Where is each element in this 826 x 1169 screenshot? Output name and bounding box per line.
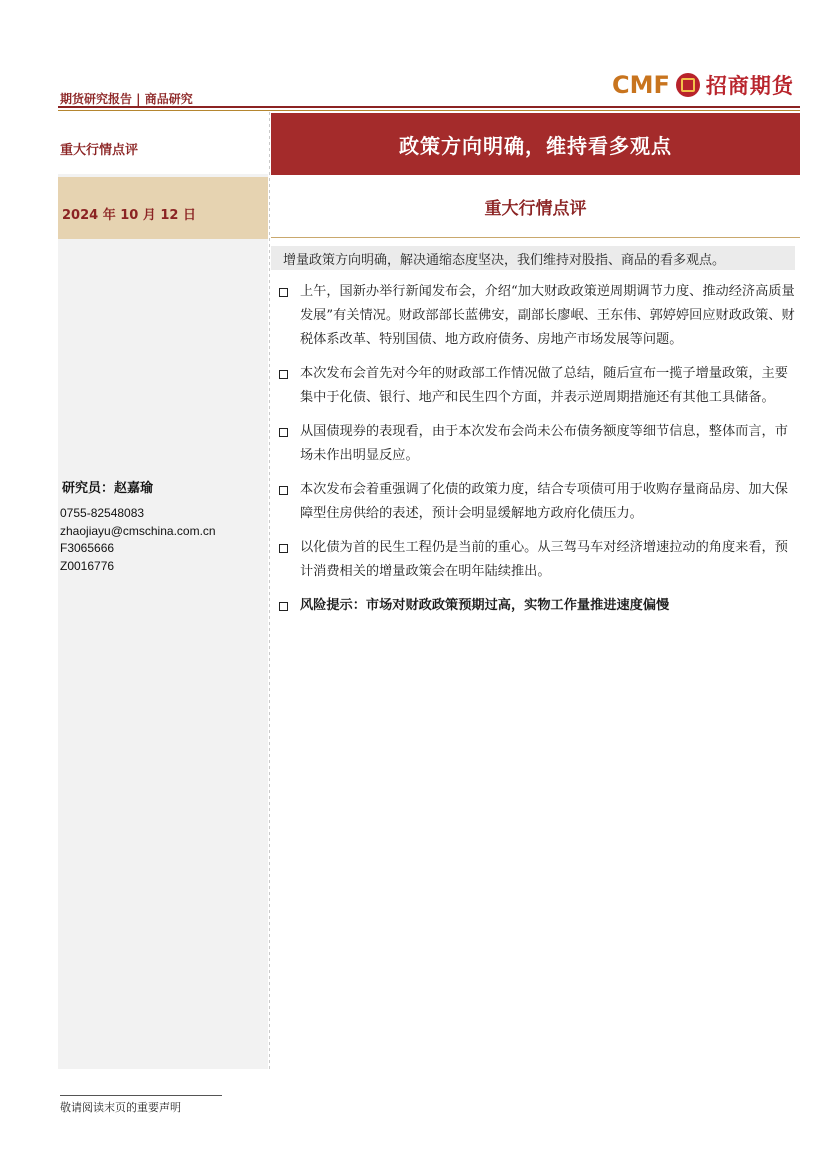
checkbox-bullet-icon [279, 486, 288, 495]
column-divider [269, 112, 270, 1069]
contact-license-z: Z0016776 [60, 558, 115, 573]
checkbox-bullet-icon [279, 602, 288, 611]
header-rule [58, 106, 800, 108]
contact-phone: 0755-82548083 [60, 506, 145, 520]
summary-text: 增量政策方向明确，解决通缩态度坚决，我们维持对股指、商品的看多观点。 [283, 252, 726, 268]
company-logo [612, 70, 794, 100]
bullet-text: 从国债现券的表现看，由于本次发布会尚未公布债务额度等细节信息，整体而言，市场未作出明显反应。 [300, 424, 788, 463]
bullet-text: 以化债为首的民生工程仍是当前的重心。从三驾马车对经济增速拉动的角度来看，预计消费相关的增量政策会在明年陆续推出。 [300, 540, 788, 579]
checkbox-bullet-icon [279, 428, 288, 437]
report-category: 期货研究报告 | 商品研究 [60, 92, 193, 106]
list-item [276, 362, 796, 410]
risk-warning [276, 594, 796, 618]
researcher-contacts [60, 505, 216, 575]
researcher-name: 研究员：赵嘉瑜 [62, 481, 154, 496]
bullet-text: 本次发布会着重强调了化债的政策力度，结合专项债可用于收购存量商品房、加大保障型住房供给的表述，预计会明显缓解地方政府化债压力。 [300, 482, 788, 521]
title-banner [271, 113, 800, 175]
list-item [276, 420, 796, 468]
contact-email[interactable]: zhaojiayu@cmschina.com.cn [60, 523, 216, 538]
sidebar-background [58, 174, 268, 1069]
footer-disclaimer: 敬请阅读末页的重要声明 [60, 1101, 181, 1114]
logo-latin: CMF [612, 71, 670, 99]
bullet-text: 上午，国新办举行新闻发布会，介绍“加大财政政策逆周期调节力度、推动经济高质量发展”有关情况。财政部部长蓝佛安，副部长廖岷、王东伟、郭婷婷回应财政政策、财税体系改革、特别国债、地方政府债务、房地产市场发展等问题。 [300, 284, 795, 347]
list-item [276, 280, 796, 352]
bullet-text: 本次发布会首先对今年的财政部工作情况做了总结，随后宣布一揽子增量政策，主要集中于化债、银行、地产和民生四个方面，并表示逆周期措施还有其他工具储备。 [300, 366, 788, 405]
contact-license-f: F3065666 [60, 541, 115, 555]
summary-box [271, 246, 795, 270]
checkbox-bullet-icon [279, 544, 288, 553]
page-title: 政策方向明确，维持看多观点 [399, 133, 672, 158]
bullet-list [276, 280, 796, 628]
risk-text: 风险提示：市场对财政政策预期过高，实物工作量推进速度偏慢 [300, 598, 670, 613]
list-item [276, 536, 796, 584]
checkbox-bullet-icon [279, 288, 288, 297]
logo-chinese-name: 招商期货 [705, 74, 794, 98]
logo-emblem-icon [676, 73, 700, 97]
footer-rule [60, 1095, 222, 1096]
report-date: 2024 年 10 月 12 日 [62, 208, 196, 223]
header-rule-accent [58, 110, 800, 111]
subtitle-rule [271, 237, 800, 238]
list-item [276, 478, 796, 526]
sidebar-section-label: 重大行情点评 [60, 143, 139, 158]
page-subtitle: 重大行情点评 [484, 199, 587, 219]
checkbox-bullet-icon [279, 370, 288, 379]
